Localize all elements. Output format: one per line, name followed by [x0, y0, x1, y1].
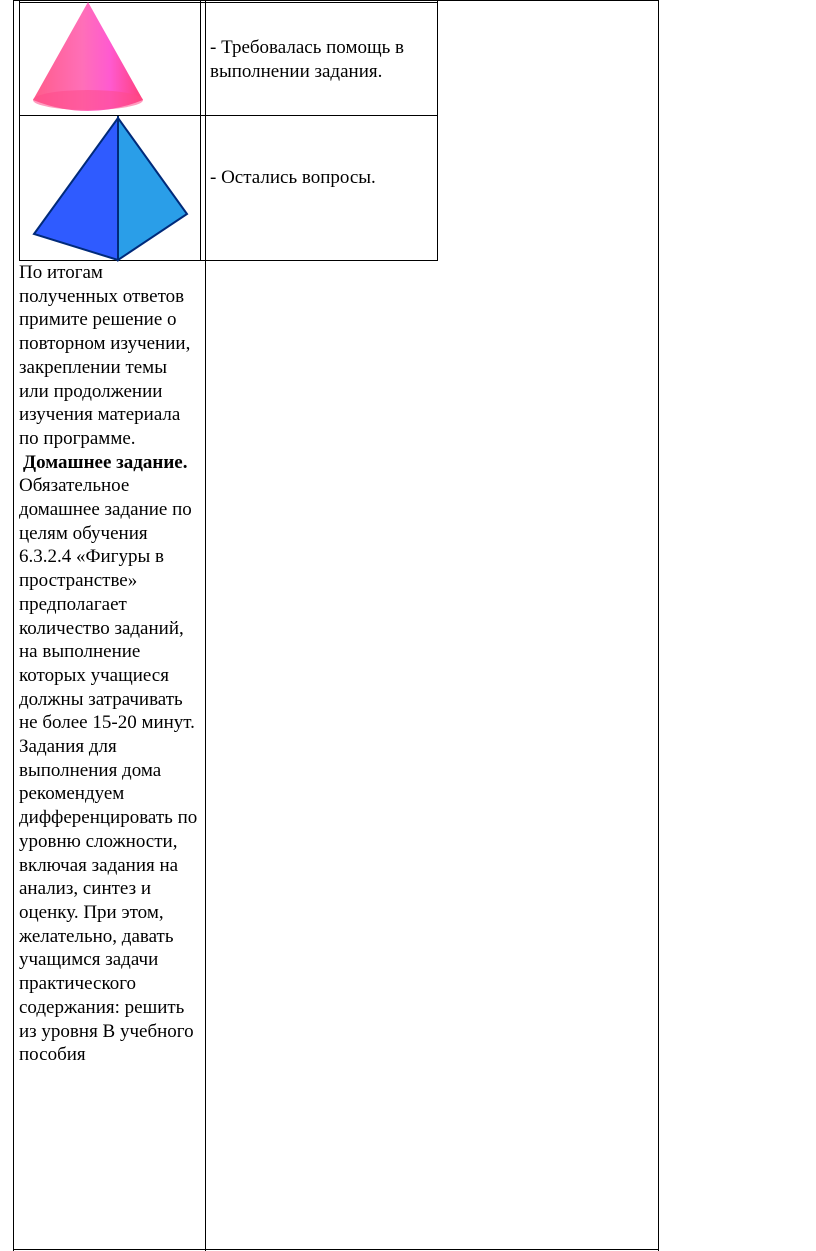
homework-paragraph: Обязательное домашнее задание по целям обучения 6.3.2.4 «Фигуры в пространстве» предполагает количество заданий, на выполнение которых учащиеся должны затрачивать не более 15-20 минут. Задания для выполнения дома рекомендуем дифференцировать по уровню сложности, включая задания на анализ, синтез и оценку. При этом, желательно, давать учащимся задачи практического содержания: решить из уровня В учебного пособия: [19, 475, 198, 1066]
left-column-text: [19, 261, 201, 1067]
outer-border-bottom: [13, 1249, 659, 1250]
decision-paragraph: По итогам полученных ответов примите решение о повторном изучении, закреплении темы или продолжении изучения материала по программе.: [19, 262, 191, 449]
inner-table-left-border: [19, 0, 20, 261]
outer-border-top: [13, 0, 659, 1]
answer-help-needed: - Требовалась помощь в выполнении задания.: [210, 37, 404, 82]
homework-heading: Домашнее задание.: [23, 451, 188, 473]
answer-questions-remain: - Остались вопросы.: [210, 167, 376, 188]
inner-table-right-border: [437, 0, 438, 261]
pyramid-icon: [32, 116, 190, 262]
column-divider: [205, 0, 206, 1251]
cone-icon: [30, 2, 146, 114]
inner-table-mid-border-a: [200, 0, 201, 261]
outer-border-right: [658, 0, 659, 1251]
outer-border-left: [13, 0, 14, 1251]
